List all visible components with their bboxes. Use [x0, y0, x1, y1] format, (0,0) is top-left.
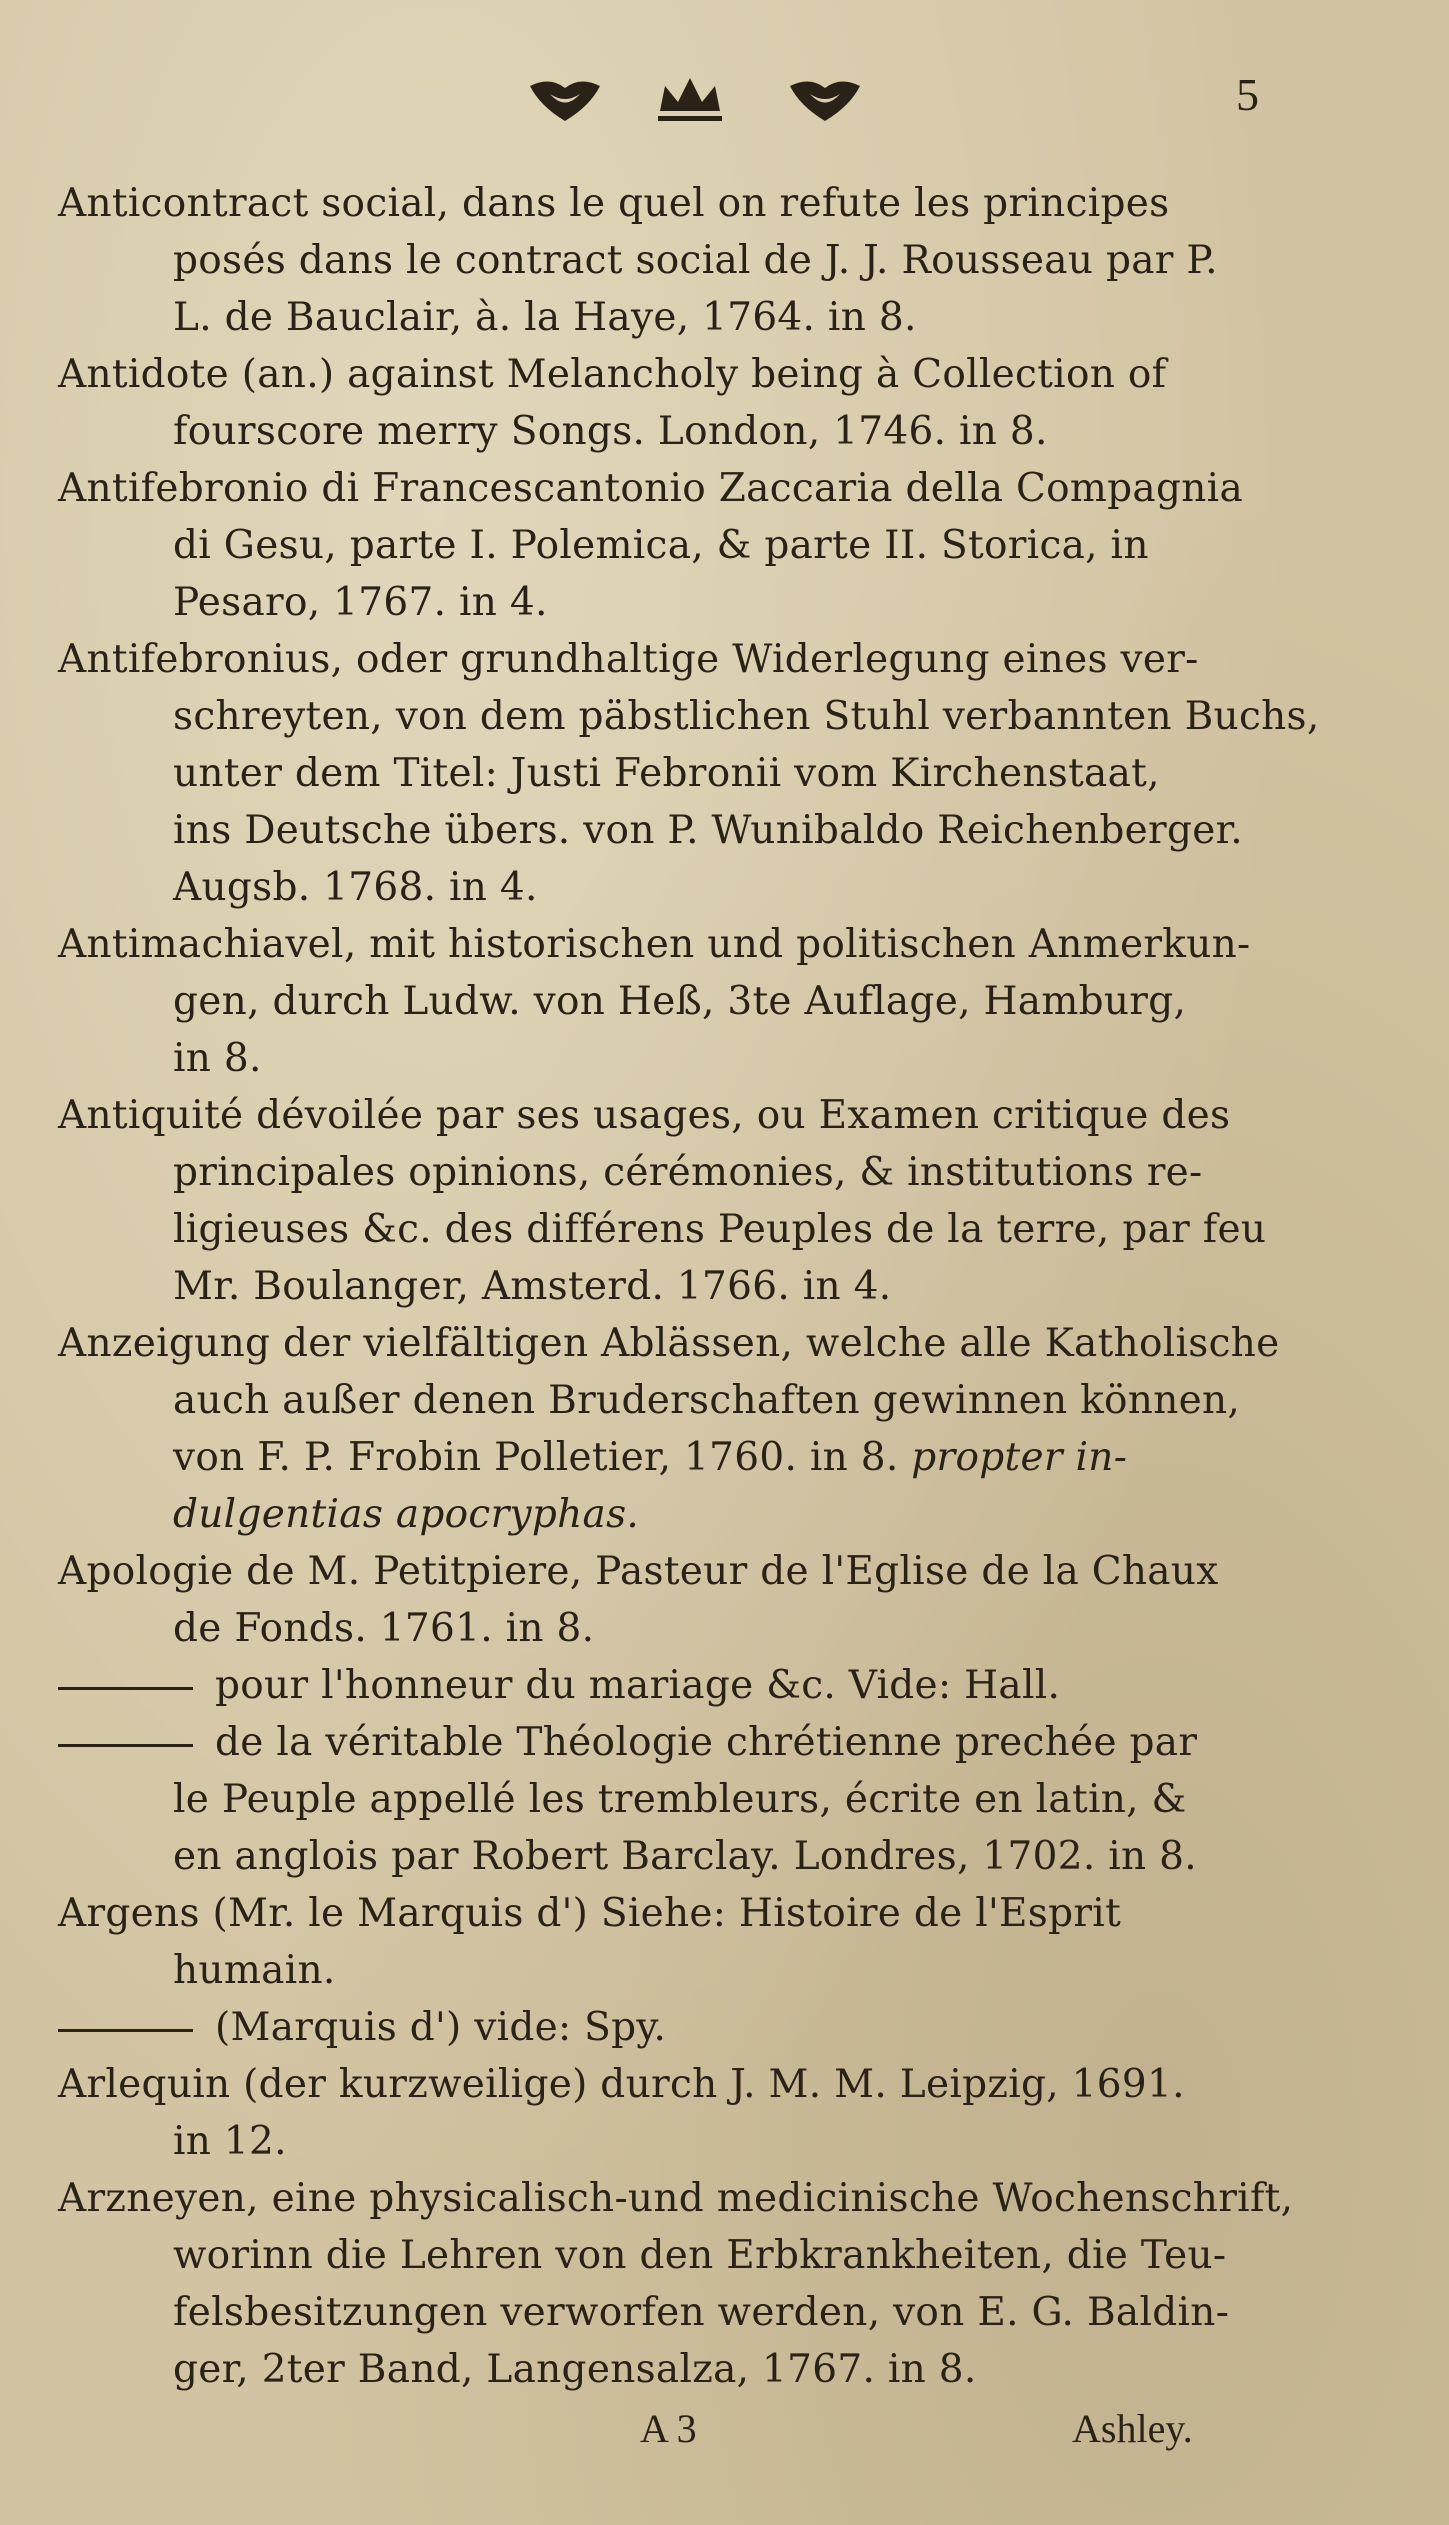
entry-note-italic: propter in- [911, 1435, 1128, 1480]
entry-line [58, 1372, 1318, 1429]
entry-text: Augsb. 1768. in 4. [173, 865, 538, 910]
entry-text: pour l'honneur du mariage &c. Vide: Hall. [215, 1663, 1061, 1708]
catalogue-entry [58, 460, 1318, 631]
entry-line [58, 289, 1318, 346]
entry-text: in 8. [173, 1036, 262, 1081]
entry-line [58, 574, 1318, 631]
entry-line [58, 1828, 1318, 1885]
entry-text: in 12. [173, 2119, 287, 2164]
signature-mark: A 3 [640, 2406, 697, 2451]
catalogue-entry [58, 1315, 1318, 1543]
entry-text: L. de Bauclair, à. la Haye, 1764. in 8. [173, 295, 917, 340]
entry-text: Antifebronio di Francescantonio Zaccaria della Compagnia [58, 466, 1243, 511]
entry-text: ins Deutsche übers. von P. Wunibaldo Reichenberger. [173, 808, 1243, 853]
entry-text: (Marquis d') vide: Spy. [215, 2005, 667, 2050]
catalogue-entry [58, 2170, 1318, 2398]
entry-line [58, 1885, 1318, 1942]
entry-line [58, 2284, 1318, 2341]
entry-line [58, 175, 1318, 232]
entry-line [58, 1315, 1318, 1372]
entry-line [58, 1087, 1318, 1144]
header-ornaments [520, 66, 880, 136]
entry-line [58, 802, 1318, 859]
entry-text: en anglois par Robert Barclay. Londres, 1702. in 8. [173, 1834, 1197, 1879]
entry-text: Arlequin (der kurzweilige) durch J. M. M. Leipzig, 1691. [58, 2062, 1185, 2107]
fleuron-icon [790, 81, 860, 121]
entry-text: le Peuple appellé les trembleurs, écrite en latin, & [173, 1777, 1187, 1822]
catalogue-entry [58, 346, 1318, 460]
entry-line [58, 346, 1318, 403]
entry-line [58, 2113, 1318, 2170]
entry-line [58, 1030, 1318, 1087]
catalogue-entry [58, 631, 1318, 916]
entry-line [58, 2341, 1318, 2398]
entry-line [58, 2227, 1318, 2284]
entry-line [58, 1999, 1318, 2056]
entry-line [58, 1486, 1318, 1543]
entry-text: de Fonds. 1761. in 8. [173, 1606, 595, 1651]
entry-line [58, 2170, 1318, 2227]
entry-text: di Gesu, parte I. Polemica, & parte II. Storica, in [173, 523, 1149, 568]
entry-line [58, 1942, 1318, 1999]
entry-text: worinn die Lehren von den Erbkrankheiten, die Teu- [173, 2233, 1227, 2278]
entry-text: posés dans le contract social de J. J. Rousseau par P. [173, 238, 1218, 283]
crown-icon [658, 78, 722, 121]
entry-line [58, 1144, 1318, 1201]
entry-text: von F. P. Frobin Polletier, 1760. in 8. [173, 1435, 899, 1480]
entry-line [58, 688, 1318, 745]
entry-line [58, 916, 1318, 973]
page-footer [0, 2405, 1449, 2465]
entry-line [58, 859, 1318, 916]
entry-line [58, 517, 1318, 574]
entry-line [58, 232, 1318, 289]
ditto-dash [58, 2029, 193, 2032]
entry-text: Antimachiavel, mit historischen und politischen Anmerkun- [58, 922, 1251, 967]
entry-text: Argens (Mr. le Marquis d') Siehe: Histoire de l'Esprit [58, 1891, 1122, 1936]
catalogue-entry [58, 1087, 1318, 1315]
entry-text: unter dem Titel: Justi Febronii vom Kirchenstaat, [173, 751, 1160, 796]
entry-line [58, 1429, 1318, 1486]
entry-line [58, 631, 1318, 688]
catalogue-entry [58, 1714, 1318, 1885]
page-header [0, 60, 1449, 140]
entry-line [58, 2056, 1318, 2113]
entry-text: Anzeigung der vielfältigen Ablässen, welche alle Katholische [58, 1321, 1280, 1366]
entry-line [58, 1201, 1318, 1258]
catalogue-entry [58, 175, 1318, 346]
entry-line [58, 1657, 1318, 1714]
entry-line [58, 1258, 1318, 1315]
entry-text: Antiquité dévoilée par ses usages, ou Examen critique des [58, 1093, 1231, 1138]
entry-line [58, 1543, 1318, 1600]
fleuron-icon [530, 81, 600, 121]
entry-text: de la véritable Théologie chrétienne prechée par [215, 1720, 1198, 1765]
catalogue-entry [58, 1657, 1318, 1714]
entry-text: Anticontract social, dans le quel on refute les principes [58, 181, 1170, 226]
entry-line [58, 403, 1318, 460]
entry-note-italic: dulgentias apocryphas. [173, 1492, 640, 1537]
entry-text: schreyten, von dem päbstlichen Stuhl verbannten Buchs, [173, 694, 1320, 739]
entry-text: gen, durch Ludw. von Heß, 3te Auflage, Hamburg, [173, 979, 1187, 1024]
entry-text: Antidote (an.) against Melancholy being à Collection of [58, 352, 1167, 397]
catchword: Ashley. [1072, 2406, 1193, 2451]
entry-line [58, 1714, 1318, 1771]
entry-text: principales opinions, cérémonies, & institutions re- [173, 1150, 1203, 1195]
entry-line [58, 973, 1318, 1030]
entry-text: ger, 2ter Band, Langensalza, 1767. in 8. [173, 2347, 977, 2392]
catalogue-entry [58, 1543, 1318, 1657]
entry-line [58, 745, 1318, 802]
entry-text: Mr. Boulanger, Amsterd. 1766. in 4. [173, 1264, 892, 1309]
catalogue-entry [58, 916, 1318, 1087]
catalogue-entry [58, 1999, 1318, 2056]
ditto-dash [58, 1744, 193, 1747]
entry-text: humain. [173, 1948, 336, 1993]
entry-text: fourscore merry Songs. London, 1746. in 8. [173, 409, 1048, 454]
catalogue-entry [58, 1885, 1318, 1999]
entry-line [58, 460, 1318, 517]
entry-text: Antifebronius, oder grundhaltige Widerlegung eines ver- [58, 637, 1199, 682]
catalogue-entries [58, 175, 1318, 2398]
ditto-dash [58, 1687, 193, 1690]
entry-text: Apologie de M. Petitpiere, Pasteur de l'Eglise de la Chaux [58, 1549, 1219, 1594]
page-number: 5 [1236, 69, 1259, 120]
entry-text: Arzneyen, eine physicalisch-und medicinische Wochenschrift, [58, 2176, 1294, 2221]
entry-text: Pesaro, 1767. in 4. [173, 580, 548, 625]
entry-line [58, 1600, 1318, 1657]
entry-text: felsbesitzungen verworfen werden, von E. G. Baldin- [173, 2290, 1230, 2335]
catalogue-entry [58, 2056, 1318, 2170]
entry-line [58, 1771, 1318, 1828]
entry-text: ligieuses &c. des différens Peuples de la terre, par feu [173, 1207, 1267, 1252]
entry-text: auch außer denen Bruderschaften gewinnen können, [173, 1378, 1241, 1423]
